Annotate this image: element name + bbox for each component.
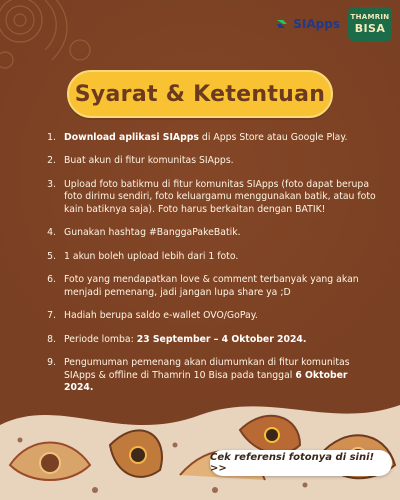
list-plain-text: Pengumuman pemenang akan diumumkan di fitur komunitas SIApps & offline di Thamrin 10 Bisa pada tanggal xyxy=(64,356,350,381)
list-text xyxy=(64,132,377,145)
list-item xyxy=(42,310,377,323)
list-item xyxy=(42,251,377,264)
thamrin-logo-line1: THAMRIN xyxy=(350,13,390,21)
list-plain-text: di Apps Store atau Google Play. xyxy=(198,132,348,143)
see-references-button[interactable]: Cek referensi fotonya di sini! >> xyxy=(210,450,392,476)
list-number: 1. xyxy=(47,132,56,143)
list-item xyxy=(42,227,377,240)
list-number: 6. xyxy=(47,274,56,286)
siapps-logo-text: SIApps xyxy=(293,17,340,31)
list-item xyxy=(42,274,377,299)
list-number: 2. xyxy=(47,155,56,167)
list-text: Buat akun di fitur komunitas SIApps. xyxy=(64,155,234,167)
list-text: Foto yang mendapatkan love & comment terbanyak yang akan menjadi pemenang, jadi jangan lupa share ya ;D xyxy=(64,274,359,298)
rules-list xyxy=(42,132,377,405)
siapps-logo xyxy=(275,17,340,31)
list-number: 4. xyxy=(47,227,56,239)
list-item xyxy=(42,155,377,168)
list-number: 3. xyxy=(47,178,56,190)
list-item xyxy=(42,334,377,347)
list-bold-text: 23 September – 4 Oktober 2024. xyxy=(136,333,307,345)
thamrin-logo-line2: BISA xyxy=(354,22,386,35)
list-text xyxy=(64,334,377,347)
list-bold-text: 6 Oktober 2024. xyxy=(64,369,348,394)
list-number: 7. xyxy=(47,310,56,322)
header xyxy=(0,0,400,48)
list-item xyxy=(42,132,377,145)
list-number: 5. xyxy=(47,250,56,262)
list-plain-text: Periode lomba: xyxy=(64,333,137,345)
batik-pattern-bottom xyxy=(0,385,400,500)
list-text: Gunakan hashtag #BanggaPakeBatik. xyxy=(64,227,241,239)
list-text: Hadiah berupa saldo e-wallet OVO/GoPay. xyxy=(64,310,258,322)
list-number: 9. xyxy=(47,356,56,368)
list-text: Upload foto batikmu di fitur komunitas SIApps (foto dapat berupa foto dirimu sendiri, foto keluargamu menggunakan batik, atau foto kain batiknya saja). Foto harus berkaitan dengan BATIK! xyxy=(64,178,376,215)
list-number: 8. xyxy=(47,333,56,345)
siapps-logo-icon xyxy=(275,17,289,31)
list-text: 1 akun boleh upload lebih dari 1 foto. xyxy=(64,250,239,262)
page-title: Syarat & Ketentuan xyxy=(67,70,333,118)
thamrin-bisa-logo xyxy=(348,7,392,41)
list-bold-text: Download aplikasi SIApps xyxy=(64,132,199,143)
list-item xyxy=(42,179,377,217)
